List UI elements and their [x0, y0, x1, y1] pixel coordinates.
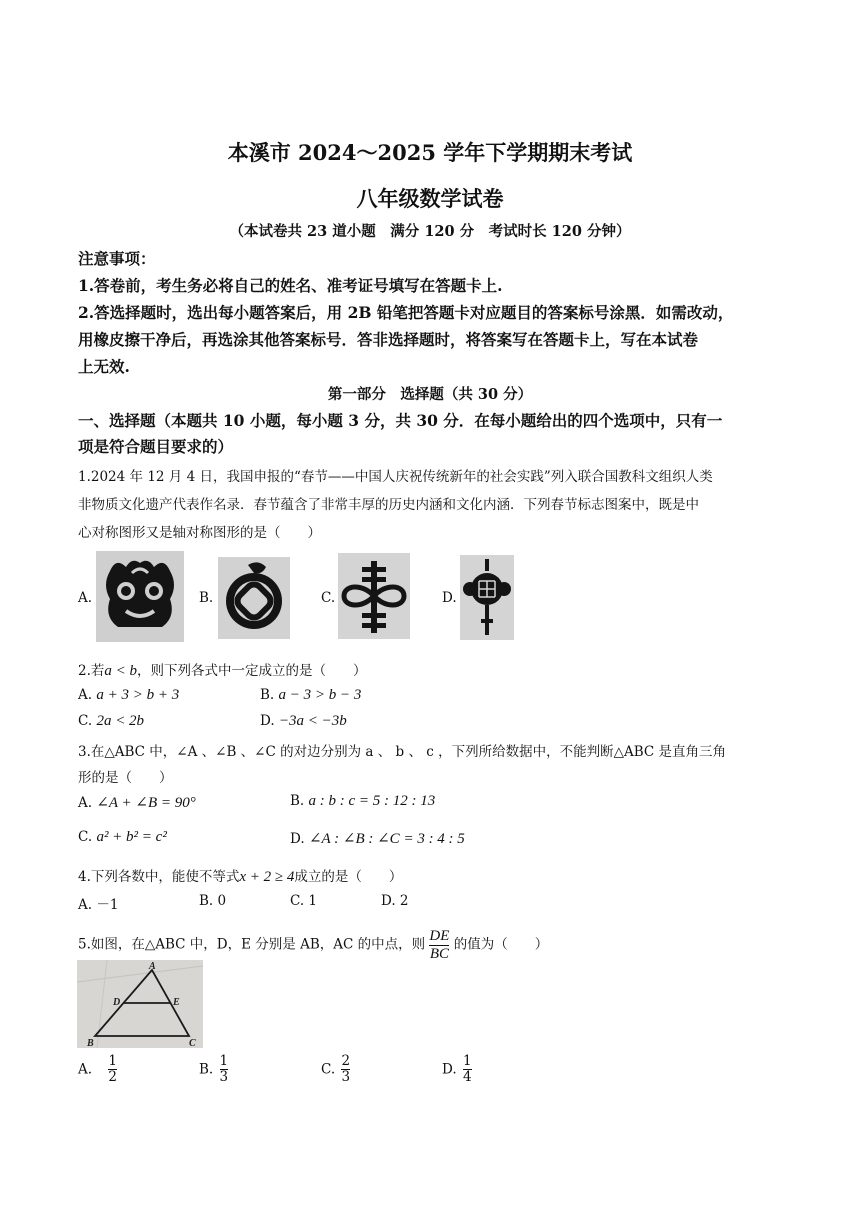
q4-stem: 4.下列各数中，能使不等式x + 2 ≥ 4成立的是（ ）: [78, 869, 403, 885]
q3-option-c: C. a² + b² = c²: [78, 829, 167, 845]
notice-item-1: 1.答卷前，考生务必将自己的姓名、准考证号填写在答题卡上.: [78, 276, 503, 295]
q1-option-c-label: C.: [321, 590, 336, 606]
q3-line1: 3.在△ABC 中，∠A 、∠B 、∠C 的对边分别为 a 、 b 、 c ，下列所给数据中，不能判断△ABC 是直角三角: [78, 744, 727, 760]
q4-option-d: D. 2: [381, 893, 409, 909]
notice-item-2-line2: 用橡皮擦干净后，再选涂其他答案标号．答非选择题时，将答案写在答题卡上，写在本试卷: [78, 330, 699, 349]
q5-option-c: C. $\frac{2}{3}$: [321, 1053, 351, 1085]
q2-option-c: C. 2a < 2b: [78, 713, 145, 729]
q1-line1: 1.2024 年 12 月 4 日，我国申报的“春节——中国人庆祝传统新年的社会实践”列入联合国教科文组织人类: [78, 469, 713, 485]
q5-option-a: A. $\frac{1}{2}$: [78, 1053, 117, 1085]
exam-subtitle: 八年级数学试卷: [356, 186, 504, 211]
section-heading-line1: 一、选择题（本题共 10 小题，每小题 3 分，共 30 分．在每小题给出的四个选项中，只有一: [78, 411, 723, 430]
lion-head-icon: [96, 551, 184, 642]
q4-option-a: A. －1: [78, 897, 119, 913]
q3-option-a: A. ∠A + ∠B = 90°: [78, 795, 196, 811]
q1-option-b-label: B.: [199, 590, 214, 606]
q5-option-b: B. $\frac{1}{3}$: [199, 1053, 229, 1085]
q2-option-d: D. −3a < −3b: [260, 713, 347, 729]
q1-option-a-label: A.: [78, 590, 93, 606]
label-e: E: [173, 997, 180, 1008]
notice-item-2-line1: 2.答选择题时，选出每小题答案后，用 2B 铅笔把答题卡对应题目的答案标号涂黑．如需改动，: [78, 303, 734, 322]
part1-heading: 第一部分 选择题（共 30 分）: [327, 386, 533, 403]
chinese-knot-icon: [338, 553, 410, 639]
q5-option-d: D. $\frac{1}{4}$: [442, 1053, 472, 1085]
q2-option-a: A. a + 3 > b + 3: [78, 687, 180, 703]
snake-knot-icon: [218, 557, 290, 639]
exam-title: 本溪市 2024～2025 学年下学期期末考试: [227, 140, 633, 165]
q3-line2: 形的是（ ）: [78, 770, 173, 786]
q1-option-d-label: D.: [442, 590, 457, 606]
notice-item-2-line3: 上无效.: [78, 357, 130, 376]
q1-line2: 非物质文化遗产代表作名录．春节蕴含了非常丰厚的历史内涵和文化内涵．下列春节标志图案中，既是中: [78, 497, 699, 513]
q3-option-d: D. ∠A : ∠B : ∠C = 3 : 4 : 5: [290, 831, 465, 847]
label-a: A: [149, 961, 156, 972]
label-d: D: [113, 997, 121, 1008]
q2-option-b: B. a − 3 > b − 3: [260, 687, 362, 703]
section-heading-line2: 项是符合题目要求的）: [78, 437, 234, 456]
q5-fraction: $\frac{DE}{BC}$: [429, 928, 450, 962]
q2-stem: 2.若a < b，则下列各式中一定成立的是（ ）: [78, 663, 367, 679]
label-b: B: [87, 1038, 94, 1048]
q4-option-c: C. 1: [290, 893, 318, 909]
q4-option-b: B. 0: [199, 893, 227, 909]
notice-heading: 注意事项：: [78, 249, 156, 268]
hanging-knot-icon: [460, 555, 514, 640]
triangle-figure: [77, 960, 203, 1048]
label-c: C: [189, 1038, 196, 1048]
exam-info: （本试卷共 23 道小题 满分 120 分 考试时长 120 分钟）: [229, 223, 631, 240]
q1-line3: 心对称图形又是轴对称图形的是（ ）: [78, 525, 321, 541]
q3-option-b: B. a : b : c = 5 : 12 : 13: [290, 793, 436, 809]
q5-stem: 5.如图，在△ABC 中，D，E 分别是 AB，AC 的中点，则 $\frac{DE}{BC}$ 的值为（ ）: [78, 928, 549, 962]
